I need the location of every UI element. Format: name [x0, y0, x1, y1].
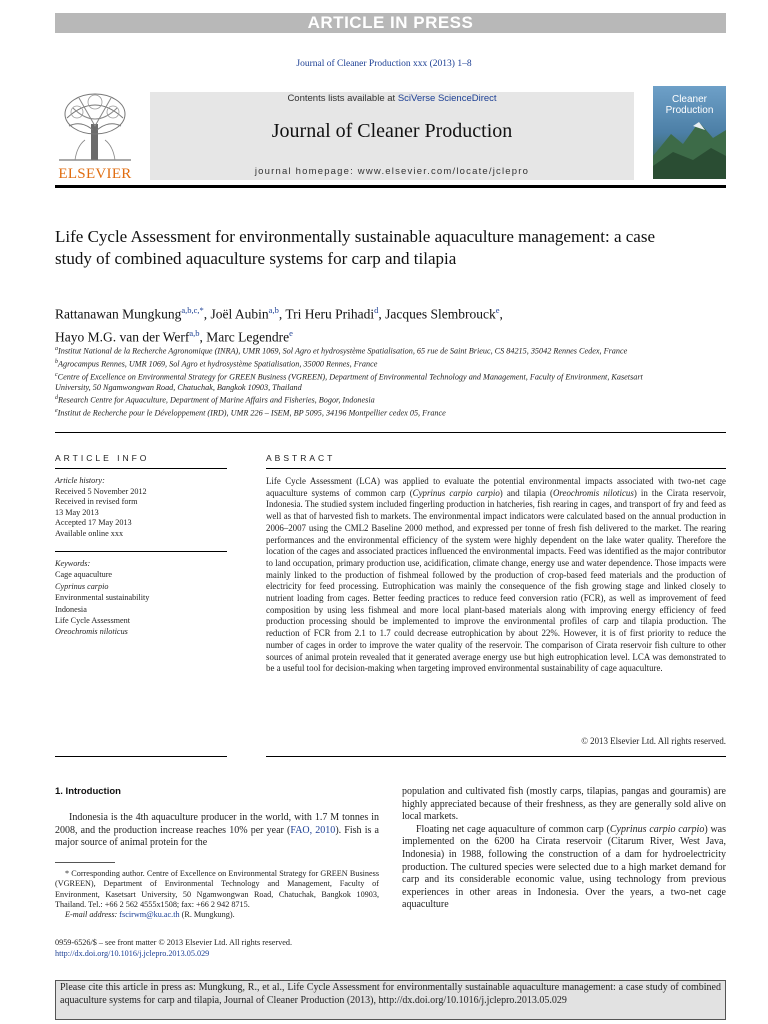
- affiliation-item: [55, 406, 655, 419]
- front-matter-line: 0959-6526/$ – see front matter © 2013 Elsevier Ltd. All rights reserved.: [55, 938, 293, 947]
- intro-right-continuation: population and cultivated fish (mostly carps, tilapias, pangas and gouramis) are highly appreciated because of their freshness, as they are generally sold alive on local markets.: [402, 786, 726, 823]
- email-label: E-mail address:: [65, 910, 120, 920]
- doi-link[interactable]: http://dx.doi.org/10.1016/j.jclepro.2013.05.029: [55, 948, 210, 958]
- fao-citation-link[interactable]: FAO, 2010: [290, 824, 336, 836]
- affiliation-sup: d: [55, 395, 58, 402]
- author-affiliation-sup[interactable]: a,b: [189, 327, 200, 338]
- affiliation-rule: [55, 432, 726, 433]
- abstract-species-2: Oreochromis niloticus: [552, 487, 634, 498]
- author-affiliation-sup[interactable]: d: [374, 305, 379, 315]
- affiliations: [55, 344, 655, 419]
- introduction-heading: 1. Introduction: [55, 786, 121, 797]
- affiliation-text: Centre of Excellence on Environmental Strategy for GREEN Business (VGREEN), Department of Environmental Technology and Management, Faculty of Environment, Kasetsart University, 50 Ngamwongwan Road, Chatuchak, Bangkok 10903, Thailand: [55, 372, 643, 393]
- author-name: Marc Legendre: [206, 329, 290, 344]
- footnote-rule: [55, 862, 115, 863]
- abstract-text: [266, 476, 726, 675]
- journal-reference[interactable]: Journal of Cleaner Production xxx (2013) 1–8: [296, 59, 472, 69]
- keyword-item: Indonesia: [55, 604, 87, 614]
- history-item: Available online xxx: [55, 528, 124, 538]
- keyword-list: [55, 569, 227, 637]
- author-separator: ,: [378, 306, 386, 322]
- author-separator: ,: [278, 306, 286, 322]
- keyword-item: Cage aquaculture: [55, 570, 113, 580]
- history-item: 13 May 2013: [55, 507, 99, 517]
- affiliation-item: [55, 370, 655, 393]
- keyword-item: Oreochromis niloticus: [55, 627, 128, 637]
- intro-p2-species: Cyprinus carpio carpio: [609, 823, 705, 835]
- history-label: Article history:: [55, 476, 105, 485]
- email-link[interactable]: fscirwm@ku.ac.th: [119, 910, 180, 920]
- cover-title-line-1: Cleaner: [671, 94, 708, 105]
- intro-left-column: [55, 812, 379, 850]
- journal-homepage-link[interactable]: journal homepage: www.elsevier.com/locate/jclepro: [254, 166, 530, 177]
- intro-paragraph-2: [402, 824, 726, 912]
- abstract-bottom-rule: [266, 756, 726, 757]
- author-name: Rattanawan Mungkung: [55, 306, 182, 322]
- contents-prefix: Contents lists available at: [287, 93, 398, 104]
- affiliation-text: Agrocampus Rennes, UMR 1069, Sol Agro et hydrosystème Spatialisation, 35000 Rennes, France: [58, 359, 378, 369]
- article-info-rule: [55, 468, 227, 469]
- contents-line: [150, 93, 634, 104]
- abstract-part-1: Life Cycle Assessment (LCA) was applied to evaluate the potential environmental impacts associated with two-net cage aquaculture systems of common carp (: [266, 476, 726, 498]
- cover-title-line-2: Production: [665, 105, 714, 116]
- affiliation-text: Institut National de la Recherche Agronomique (INRA), UMR 1069, Sol Agro et hydrosystème Spatialisation, 65 rue de Saint Brieuc, CS 84215, 35042 Rennes Cedex, France: [58, 346, 628, 356]
- keywords-label: Keywords:: [55, 559, 91, 568]
- author-separator: ,: [499, 306, 503, 322]
- footnote-text: Corresponding author. Centre of Excellence on Environmental Strategy for GREEN Business (VGREEN), Department of Environmental Technology and Management, Faculty of Environment, Kasetsart University, 50 Ngamwongwan Road, Chatuchak, Bangkok 10903, Thailand. Tel.: +66 2 562 4555x1508; fax: +66 2 942 8715.: [55, 869, 380, 909]
- author-list: [55, 301, 655, 346]
- footnote-body: [55, 869, 379, 910]
- affiliation-sup: b: [55, 359, 58, 366]
- author-name: Joël Aubin: [210, 306, 269, 322]
- author-name: Jacques Slembrouck: [385, 306, 496, 322]
- author-name: Hayo M.G. van der Werf: [55, 329, 190, 344]
- journal-cover-image: [653, 86, 726, 179]
- keyword-item: Cyprinus carpio: [55, 581, 109, 591]
- history-item: Received 5 November 2012: [55, 486, 147, 496]
- abstract-species-1: Cyprinus carpio carpio: [412, 487, 500, 498]
- abstract-heading: ABSTRACT: [266, 453, 336, 463]
- affiliation-sup: c: [55, 372, 58, 379]
- intro-paragraph-1: [55, 812, 379, 850]
- author-affiliation-sup[interactable]: e: [495, 305, 500, 315]
- abstract-copyright: © 2013 Elsevier Ltd. All rights reserved.: [581, 736, 726, 746]
- affiliation-item: [55, 344, 655, 357]
- corresponding-author-footnote: [55, 869, 379, 920]
- affiliation-sup: e: [55, 408, 58, 415]
- article-history: [55, 476, 227, 539]
- footnote-mark: *: [65, 869, 70, 878]
- affiliation-item: [55, 393, 655, 406]
- intro-p2-text-a: Floating net cage aquaculture of common carp (: [416, 823, 610, 835]
- intro-right-column: [402, 786, 726, 912]
- sciencedirect-link[interactable]: SciVerse ScienceDirect: [397, 93, 497, 104]
- abstract-part-2: ) and tilapia (: [499, 487, 553, 498]
- author-affiliation-sup[interactable]: a,b,c,*: [181, 305, 204, 315]
- author-affiliation-sup[interactable]: a,b: [268, 305, 279, 315]
- article-in-press-banner: ARTICLE IN PRESS: [55, 13, 726, 33]
- citation-box: Please cite this article in press as: Mungkung, R., et al., Life Cycle Assessment for environmentally sustainable aquaculture management: a case study of combined aquaculture systems for carp and tilapia, Journal of Cleaner Production (2013), http://dx.doi.org/10.1016/j.jclepro.2013.05.029: [55, 980, 726, 1020]
- history-list: [55, 487, 227, 540]
- history-item: Received in revised form: [55, 497, 138, 506]
- abstract-part-3: ) in the Cirata reservoir, Indonesia. The studied system included fingerling production in hatcheries, fish rearing in cages, and transport of fry and feed as well as that of harvested fish to markets. The environmental impact indicators were calculated based on the annual production in 2006–2007 using the CML2 Baseline 2000 method, and expressed per tonne of fresh fish delivered to the market. The rearing performances and the environmental efficiency of the system were highly dependent on the lake water quality. Therefore the location of the cages and associated practices influenced the environmental impacts. Feed was identified as the major contributor to land occupation, primary production use, acidification, climate change, energy use and water dependence. Those impacts were mainly linked to the production of fishmeal followed by the production of crop-based feed materials and the production of electricity for feed processing. Eutrophication was mainly the consequence of the fish growing stage and linked closely to nutrient loading from cages. Better feeding practices to reduce feed conversion ratio (FCR), as well as improvement of feed composition by using less fishmeal and more local plant-based materials along with improving energy efficiency of feed production processing should be implemented to improve the environmental profiles of carp and tilapia production. The reduction of FCR from 2.1 to 1.7 could decrease eutrophication by about 22%. However, it is of first priority to reduce the number of cages in order to improve the water quality of the reservoir. The comparison of Cirata reservoir fish culture to other sources of animal protein revealed that it generated average energy use but high eutrophication level. LCA was demonstrated to be a useful tool for decision-making when targeting improved environmental sustainability of cage aquaculture.: [266, 487, 726, 674]
- keyword-item: Environmental sustainability: [55, 593, 150, 603]
- history-item: Accepted 17 May 2013: [55, 518, 132, 527]
- author-separator: ,: [199, 329, 207, 344]
- header-rule: [55, 185, 726, 188]
- author-affiliation-sup[interactable]: e: [289, 327, 293, 338]
- keywords: [55, 558, 227, 638]
- paper-title: Life Cycle Assessment for environmentally sustainable aquaculture management: a case study of combined aquaculture systems for carp and tilapia: [55, 227, 655, 268]
- journal-title: Journal of Cleaner Production: [271, 120, 513, 142]
- abstract-rule: [266, 468, 726, 469]
- affiliation-item: [55, 357, 655, 370]
- article-info-heading: ARTICLE INFO: [55, 453, 150, 463]
- intro-p1-end: ). Fish is a major source of animal protein for the: [55, 824, 379, 849]
- affiliation-text: Research Centre for Aquaculture, Department of Marine Affairs and Fisheries, Bogor, Indonesia: [58, 396, 375, 406]
- keyword-item: Life Cycle Assessment: [55, 616, 131, 626]
- elsevier-wordmark: ELSEVIER: [58, 166, 132, 182]
- front-matter: [55, 938, 385, 959]
- author-separator: ,: [203, 306, 211, 322]
- intro-p2-text-b: ) was implemented on the 6200 ha Cirata reservoir (Citarum River, West Java, Indonesia) in 1988, following the construction of a dam for hydroelectricity production. The cultured species were selected due to a high market demand for carp and its considerable economic value, using technology from previous experiences in other areas in Indonesia. Over the years, a two-net cage aquaculture: [402, 823, 727, 911]
- intro-p1-text: Indonesia is the 4th aquaculture producer in the world, with 1.7 M tonnes in 2008, and the production increase reaches 10% per year (: [55, 812, 379, 836]
- footnote-email-line: [55, 910, 379, 920]
- email-suffix: (R. Mungkung).: [179, 910, 235, 920]
- affiliation-sup: a: [55, 346, 58, 352]
- keywords-rule: [55, 551, 227, 552]
- article-info-bottom-rule: [55, 756, 227, 757]
- author-name: Tri Heru Prihadi: [285, 306, 375, 322]
- cover-title: [653, 94, 726, 116]
- affiliation-text: Institut de Recherche pour le Développement (IRD), UMR 226 – ISEM, BP 5095, 34196 Montpellier cedex 05, France: [57, 409, 446, 419]
